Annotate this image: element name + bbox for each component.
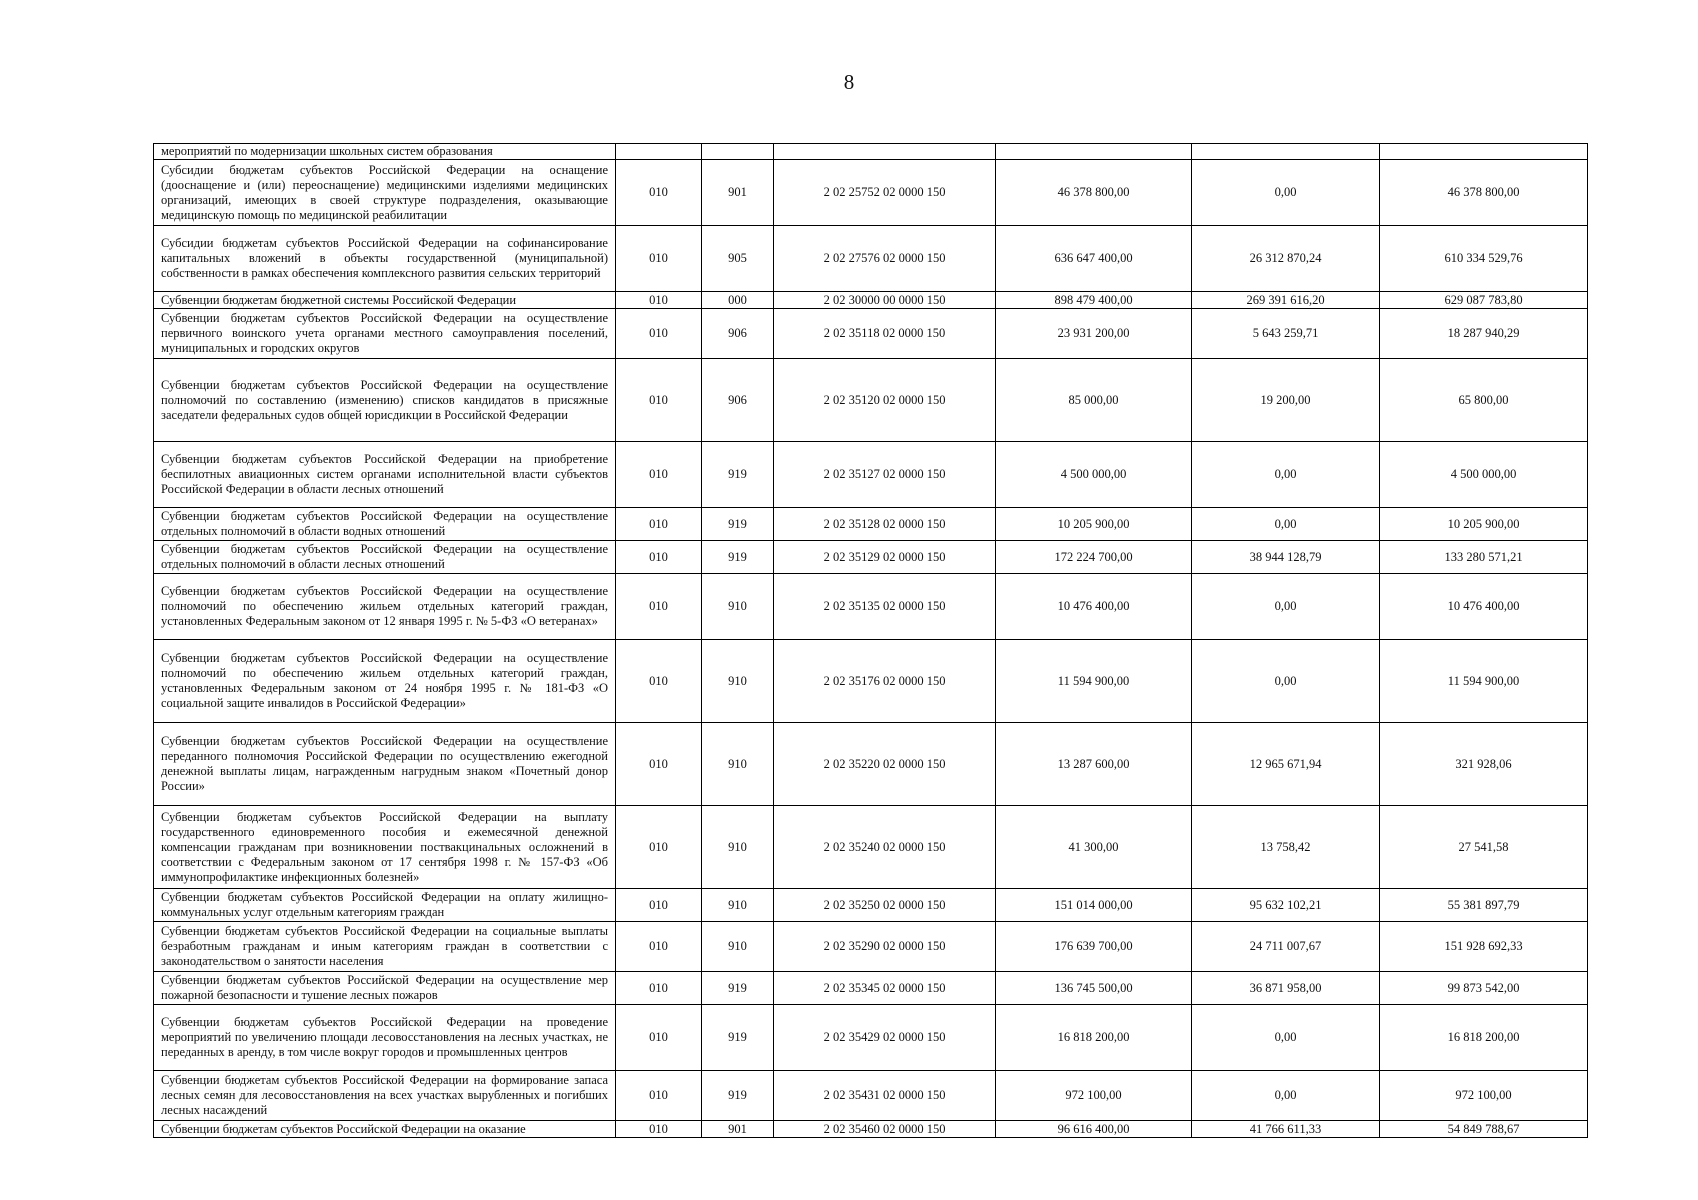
row-plan: 10 205 900,00 (996, 508, 1192, 541)
row-executed: 95 632 102,21 (1192, 889, 1380, 922)
row-code-b: 906 (702, 309, 774, 359)
row-executed: 5 643 259,71 (1192, 309, 1380, 359)
row-code-a: 010 (616, 292, 702, 309)
row-budget-code: 2 02 35118 02 0000 150 (774, 309, 996, 359)
row-code-a: 010 (616, 723, 702, 806)
row-executed: 26 312 870,24 (1192, 226, 1380, 292)
row-budget-code: 2 02 25752 02 0000 150 (774, 160, 996, 226)
row-plan: 46 378 800,00 (996, 160, 1192, 226)
row-budget-code (774, 144, 996, 160)
table-row (154, 144, 1588, 160)
row-description: мероприятий по модернизации школьных систем образования (154, 144, 616, 160)
row-code-b: 901 (702, 160, 774, 226)
table-row (154, 292, 1588, 309)
row-executed: 41 766 611,33 (1192, 1121, 1380, 1138)
row-budget-code: 2 02 35290 02 0000 150 (774, 922, 996, 972)
row-executed: 0,00 (1192, 442, 1380, 508)
row-description: Субвенции бюджетам субъектов Российской Федерации на социальные выплаты безработным гражданам и иным категориям граждан в соответствии с законодательством о занятости населения (154, 922, 616, 972)
row-description: Субвенции бюджетам субъектов Российской Федерации на осуществление отдельных полномочий в области лесных отношений (154, 541, 616, 574)
row-code-a: 010 (616, 640, 702, 723)
row-plan: 16 818 200,00 (996, 1005, 1192, 1071)
table-row (154, 1121, 1588, 1138)
row-code-b: 905 (702, 226, 774, 292)
row-code-b: 919 (702, 1071, 774, 1121)
row-code-b: 906 (702, 359, 774, 442)
row-code-a: 010 (616, 309, 702, 359)
row-description: Субвенции бюджетам субъектов Российской Федерации на формирование запаса лесных семян для лесовосстановления на всех участках вырубленных и погибших лесных насаждений (154, 1071, 616, 1121)
row-plan: 13 287 600,00 (996, 723, 1192, 806)
table-row (154, 1005, 1588, 1071)
row-code-a: 010 (616, 889, 702, 922)
row-executed: 269 391 616,20 (1192, 292, 1380, 309)
row-budget-code: 2 02 35345 02 0000 150 (774, 972, 996, 1005)
table-row (154, 972, 1588, 1005)
row-code-a: 010 (616, 1071, 702, 1121)
row-code-a: 010 (616, 226, 702, 292)
row-executed: 0,00 (1192, 1071, 1380, 1121)
table-row (154, 160, 1588, 226)
table-row (154, 226, 1588, 292)
row-description: Субвенции бюджетам субъектов Российской Федерации на выплату государственного единовременного пособия и ежемесячной денежной компенсации гражданам при возникновении поствакцинальных осложнений в соответствии с Федеральным законом от 17 сентября 1998 г. № 157-ФЗ «Об иммунопрофилактике инфекционных болезней» (154, 806, 616, 889)
budget-table (153, 143, 1588, 1138)
row-description: Субвенции бюджетам субъектов Российской Федерации на оплату жилищно-коммунальных услуг отдельным категориям граждан (154, 889, 616, 922)
row-code-b: 910 (702, 806, 774, 889)
row-executed: 19 200,00 (1192, 359, 1380, 442)
row-budget-code: 2 02 35429 02 0000 150 (774, 1005, 996, 1071)
row-budget-code: 2 02 30000 00 0000 150 (774, 292, 996, 309)
row-description: Субсидии бюджетам субъектов Российской Федерации на оснащение (дооснащение и (или) переоснащение) медицинскими изделиями медицинских организаций, имеющих в своей структуре подразделения, оказывающие медицинскую помощь по медицинской реабилитации (154, 160, 616, 226)
row-remainder: 11 594 900,00 (1380, 640, 1588, 723)
row-remainder: 46 378 800,00 (1380, 160, 1588, 226)
row-code-a: 010 (616, 1121, 702, 1138)
row-code-b: 000 (702, 292, 774, 309)
row-code-b (702, 144, 774, 160)
row-code-b: 910 (702, 889, 774, 922)
row-code-a: 010 (616, 1005, 702, 1071)
row-budget-code: 2 02 35129 02 0000 150 (774, 541, 996, 574)
row-description: Субвенции бюджетам субъектов Российской Федерации на приобретение беспилотных авиационных систем органами исполнительной власти субъектов Российской Федерации в области лесных отношений (154, 442, 616, 508)
page-number: 8 (843, 70, 855, 94)
row-budget-code: 2 02 35176 02 0000 150 (774, 640, 996, 723)
row-budget-code: 2 02 35250 02 0000 150 (774, 889, 996, 922)
row-budget-code: 2 02 27576 02 0000 150 (774, 226, 996, 292)
row-remainder: 629 087 783,80 (1380, 292, 1588, 309)
table-row (154, 309, 1588, 359)
table-row (154, 442, 1588, 508)
row-plan: 151 014 000,00 (996, 889, 1192, 922)
table-row (154, 574, 1588, 640)
row-description: Субвенции бюджетам субъектов Российской Федерации на осуществление полномочий по составлению (изменению) списков кандидатов в присяжные заседатели федеральных судов общей юрисдикции в Российской Федерации (154, 359, 616, 442)
row-executed: 38 944 128,79 (1192, 541, 1380, 574)
row-remainder: 18 287 940,29 (1380, 309, 1588, 359)
row-code-b: 910 (702, 574, 774, 640)
row-plan: 136 745 500,00 (996, 972, 1192, 1005)
row-remainder: 321 928,06 (1380, 723, 1588, 806)
row-description: Субвенции бюджетам субъектов Российской Федерации на осуществление отдельных полномочий в области водных отношений (154, 508, 616, 541)
row-remainder: 133 280 571,21 (1380, 541, 1588, 574)
table-row (154, 922, 1588, 972)
row-code-a: 010 (616, 359, 702, 442)
row-remainder: 16 818 200,00 (1380, 1005, 1588, 1071)
row-executed: 0,00 (1192, 1005, 1380, 1071)
row-budget-code: 2 02 35135 02 0000 150 (774, 574, 996, 640)
row-remainder: 65 800,00 (1380, 359, 1588, 442)
row-executed: 0,00 (1192, 574, 1380, 640)
row-description: Субвенции бюджетам субъектов Российской Федерации на проведение мероприятий по увеличению площади лесовосстановления на лесных участках, не переданных в аренду, в том числе вокруг городов и промышленных центров (154, 1005, 616, 1071)
row-description: Субвенции бюджетам субъектов Российской Федерации на осуществление полномочий по обеспечению жильем отдельных категорий граждан, установленных Федеральным законом от 12 января 1995 г. № 5-ФЗ «О ветеранах» (154, 574, 616, 640)
row-description: Субвенции бюджетам бюджетной системы Российской Федерации (154, 292, 616, 309)
table-row (154, 723, 1588, 806)
row-budget-code: 2 02 35431 02 0000 150 (774, 1071, 996, 1121)
row-plan: 172 224 700,00 (996, 541, 1192, 574)
row-description: Субвенции бюджетам субъектов Российской Федерации на осуществление первичного воинского учета органами местного самоуправления поселений, муниципальных и городских округов (154, 309, 616, 359)
row-description: Субсидии бюджетам субъектов Российской Федерации на софинансирование капитальных вложений в объекты государственной (муниципальной) собственности в рамках обеспечения комплексного развития сельских территорий (154, 226, 616, 292)
row-plan: 41 300,00 (996, 806, 1192, 889)
row-plan: 11 594 900,00 (996, 640, 1192, 723)
row-executed: 0,00 (1192, 160, 1380, 226)
table-row (154, 541, 1588, 574)
row-budget-code: 2 02 35460 02 0000 150 (774, 1121, 996, 1138)
row-plan: 10 476 400,00 (996, 574, 1192, 640)
row-code-a: 010 (616, 574, 702, 640)
table-row (154, 1071, 1588, 1121)
row-plan (996, 144, 1192, 160)
row-executed: 12 965 671,94 (1192, 723, 1380, 806)
row-code-b: 910 (702, 922, 774, 972)
row-code-a: 010 (616, 508, 702, 541)
row-executed: 0,00 (1192, 640, 1380, 723)
row-code-b: 919 (702, 442, 774, 508)
row-remainder: 151 928 692,33 (1380, 922, 1588, 972)
row-code-b: 919 (702, 972, 774, 1005)
row-remainder (1380, 144, 1588, 160)
row-budget-code: 2 02 35220 02 0000 150 (774, 723, 996, 806)
row-budget-code: 2 02 35128 02 0000 150 (774, 508, 996, 541)
row-remainder: 10 476 400,00 (1380, 574, 1588, 640)
row-executed: 13 758,42 (1192, 806, 1380, 889)
row-budget-code: 2 02 35127 02 0000 150 (774, 442, 996, 508)
row-description: Субвенции бюджетам субъектов Российской Федерации на осуществление мер пожарной безопасности и тушение лесных пожаров (154, 972, 616, 1005)
row-remainder: 27 541,58 (1380, 806, 1588, 889)
row-remainder: 610 334 529,76 (1380, 226, 1588, 292)
row-code-b: 919 (702, 508, 774, 541)
row-description: Субвенции бюджетам субъектов Российской Федерации на осуществление полномочий по обеспечению жильем отдельных категорий граждан, установленных Федеральным законом от 24 ноября 1995 г. № 181-ФЗ «О социальной защите инвалидов в Российской Федерации» (154, 640, 616, 723)
row-plan: 23 931 200,00 (996, 309, 1192, 359)
row-code-a: 010 (616, 972, 702, 1005)
row-executed: 0,00 (1192, 508, 1380, 541)
row-plan: 972 100,00 (996, 1071, 1192, 1121)
row-code-a (616, 144, 702, 160)
table-row (154, 640, 1588, 723)
row-executed: 24 711 007,67 (1192, 922, 1380, 972)
row-code-a: 010 (616, 442, 702, 508)
row-remainder: 972 100,00 (1380, 1071, 1588, 1121)
row-executed: 36 871 958,00 (1192, 972, 1380, 1005)
row-remainder: 54 849 788,67 (1380, 1121, 1588, 1138)
row-plan: 898 479 400,00 (996, 292, 1192, 309)
row-description: Субвенции бюджетам субъектов Российской Федерации на осуществление переданного полномочия Российской Федерации по осуществлению ежегодной денежной выплаты лицам, награжденным нагрудным знаком «Почетный донор России» (154, 723, 616, 806)
row-code-b: 919 (702, 541, 774, 574)
row-plan: 4 500 000,00 (996, 442, 1192, 508)
row-code-a: 010 (616, 541, 702, 574)
row-code-b: 901 (702, 1121, 774, 1138)
row-remainder: 55 381 897,79 (1380, 889, 1588, 922)
row-remainder: 99 873 542,00 (1380, 972, 1588, 1005)
row-code-b: 910 (702, 723, 774, 806)
row-remainder: 10 205 900,00 (1380, 508, 1588, 541)
row-code-a: 010 (616, 806, 702, 889)
row-budget-code: 2 02 35240 02 0000 150 (774, 806, 996, 889)
row-remainder: 4 500 000,00 (1380, 442, 1588, 508)
row-budget-code: 2 02 35120 02 0000 150 (774, 359, 996, 442)
row-code-a: 010 (616, 160, 702, 226)
table-row (154, 508, 1588, 541)
table-row (154, 806, 1588, 889)
row-code-a: 010 (616, 922, 702, 972)
row-description: Субвенции бюджетам субъектов Российской Федерации на оказание (154, 1121, 616, 1138)
row-plan: 85 000,00 (996, 359, 1192, 442)
row-plan: 636 647 400,00 (996, 226, 1192, 292)
row-code-b: 919 (702, 1005, 774, 1071)
table-row (154, 889, 1588, 922)
row-code-b: 910 (702, 640, 774, 723)
row-executed (1192, 144, 1380, 160)
table-row (154, 359, 1588, 442)
row-plan: 176 639 700,00 (996, 922, 1192, 972)
row-plan: 96 616 400,00 (996, 1121, 1192, 1138)
